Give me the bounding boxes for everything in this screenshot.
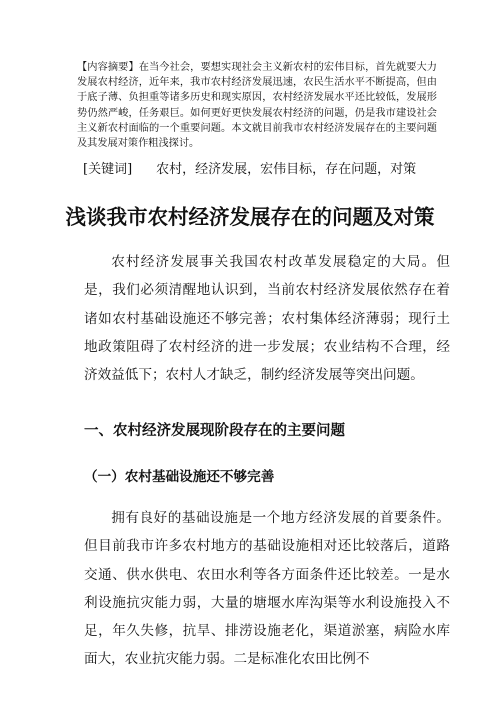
keywords-line: [83, 162, 416, 178]
body-paragraph: 拥有良好的基础设施是一个地方经济发展的首要条件。但目前我市许多农村地方的基础设施相对还比较落后，道路交通、供水供电、农田水利等各方面条件还比较差。一是水利设施抗灾能力弱，大量的塘堰水库沟渠等水利设施投入不足，年久失修，抗旱、排涝设施老化，渠道淤塞，病险水库面大，农业抗灾能力弱。二是标准化农田比例不: [84, 510, 450, 668]
abstract-text: 【内容摘要】在当今社会，要想实现社会主义新农村的宏伟目标，首先就要大力发展农村经济，近年来，我市农村经济发展迅速，农民生活水平不断提高，但由于底子薄、负担重等诸多历史和现实原因，农村经济发展水平还比较低，发展形势仍然严峻，任务艰巨。如何更好更快发展农村经济的问题，仍是我市建设社会主义新农村面临的一个重要问题。本文就目前我市农村经济发展存在的主要问题及其发展对策作粗浅探讨。: [77, 62, 437, 150]
keywords-terms: 农村，经济发展，宏伟目标，存在问题，对策: [156, 162, 417, 177]
subsection-heading: （一）农村基础设施还不够完善: [84, 469, 275, 485]
document-title: 浅谈我市农村经济发展存在的问题及对策: [65, 205, 435, 229]
intro-paragraph: 农村经济发展事关我国农村改革发展稳定的大局。但是，我们必须清醒地认识到，当前农村经济发展依然存在着诸如农村基础设施还不够完善；农村集体经济薄弱；现行土地政策阻碍了农村经济的进一步发展；农业结构不合理，经济效益低下；农村人才缺乏，制约经济发展等突出问题。: [84, 254, 450, 384]
section-heading: 一、农村经济发展现阶段存在的主要问题: [84, 423, 345, 439]
keywords-label: [关键词]: [83, 162, 133, 177]
